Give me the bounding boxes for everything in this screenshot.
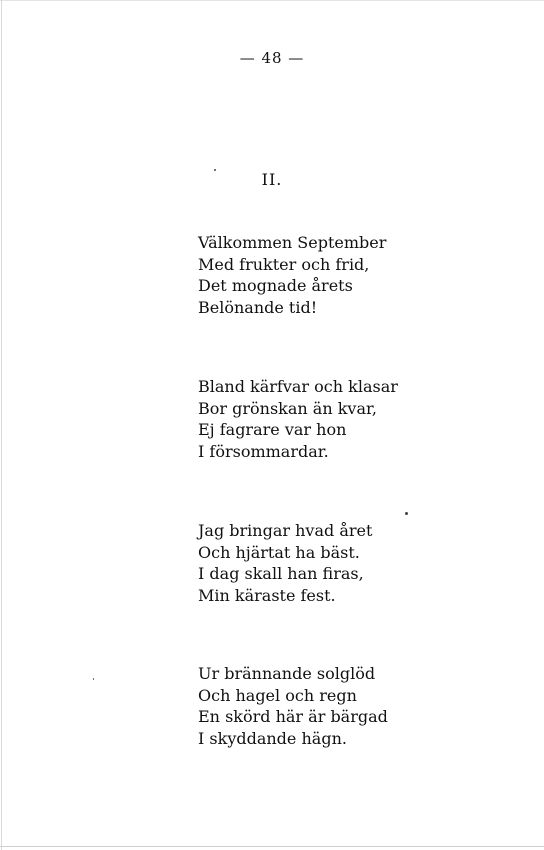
poem-line: Och hjärtat ha bäst. xyxy=(198,542,360,562)
poem-line: I skyddande hägn. xyxy=(198,728,347,748)
poem-line: Bland kärfvar och klasar xyxy=(198,377,398,396)
poem-line: Jag bringar hvad året xyxy=(198,521,373,540)
stanza-2 xyxy=(198,376,498,462)
poem-line: Ej fagrare var hon xyxy=(198,420,347,439)
poem-line: I dag skall han firas, xyxy=(198,564,364,583)
stanza-3 xyxy=(198,520,498,606)
poem-line: Med frukter och frid, xyxy=(198,254,370,274)
stanza-1 xyxy=(198,232,498,318)
print-speck xyxy=(214,169,216,171)
poem-line: Det mognade årets xyxy=(198,276,353,295)
print-speck xyxy=(93,678,94,680)
print-speck xyxy=(405,512,408,515)
stanza-4 xyxy=(198,663,498,749)
poem-line: I försommardar. xyxy=(198,441,329,461)
poem-line: Belönande tid! xyxy=(198,297,318,317)
poem-line: En skörd här är bärgad xyxy=(198,707,388,726)
poem-line: Ur brännande solglöd xyxy=(198,664,376,683)
page-top-edge xyxy=(0,0,544,1)
poem-line: Min käraste fest. xyxy=(198,585,336,605)
poem-line: Välkommen September xyxy=(198,233,387,252)
page-number: — 48 — xyxy=(239,49,305,67)
page-left-edge xyxy=(1,0,2,850)
poem-line: Och hagel och regn xyxy=(198,685,357,705)
page-bottom-edge xyxy=(0,846,544,847)
section-title: II. xyxy=(261,170,283,189)
poem-line: Bor grönskan än kvar, xyxy=(198,398,377,418)
